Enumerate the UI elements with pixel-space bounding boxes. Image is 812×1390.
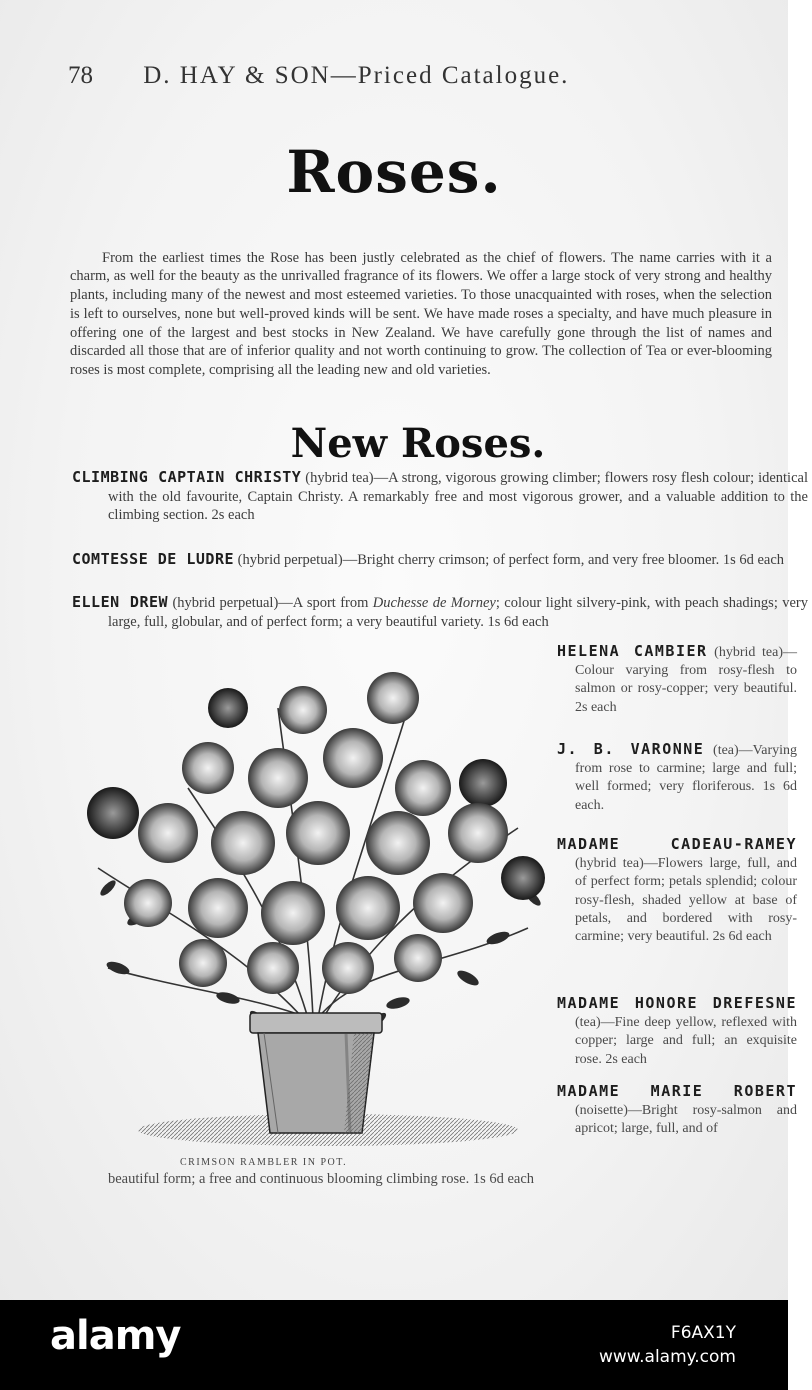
rose-name: HELENA CAMBIER <box>557 642 708 660</box>
rose-variety-italic: Duchesse de Morney <box>372 595 496 611</box>
rose-name: ELLEN DREW <box>72 593 169 611</box>
running-header <box>68 62 569 90</box>
rose-entry <box>72 550 808 570</box>
rose-description: (hybrid tea)—Colour varying from rosy-flesh to salmon or rosy-copper; very beautiful. 2s each <box>575 645 797 715</box>
site-url: www.alamy.com <box>598 1347 736 1367</box>
alamy-logo: alamy <box>50 1313 181 1359</box>
rose-name: COMTESSE DE LUDRE <box>72 550 235 568</box>
side-rose-entry <box>557 994 797 1069</box>
image-id: F6AX1Y <box>670 1323 736 1343</box>
rose-name: CLIMBING CAPTAIN CHRISTY <box>72 468 302 486</box>
rose-name: MADAME HONORE DREFESNE <box>557 994 797 1012</box>
rose-name: J. B. VARONNE <box>557 740 705 758</box>
illustration-caption: CRIMSON RAMBLER IN POT. <box>180 1157 348 1168</box>
side-rose-entry <box>557 740 797 815</box>
side-rose-entry <box>557 1082 797 1139</box>
side-rose-entry <box>557 835 797 946</box>
page-title: Roses. <box>286 138 502 206</box>
rose-clusters <box>87 672 545 994</box>
watermark-info <box>599 1321 736 1369</box>
rose-name: MADAME MARIE ROBERT <box>557 1082 797 1100</box>
entry-continuation: beautiful form; a free and continuous blooming climbing rose. 1s 6d each <box>108 1171 535 1187</box>
rose-entry <box>72 468 808 525</box>
rose-description: (hybrid perpetual)—Bright cherry crimson; of perfect form, and very free bloomer. 1s 6d each <box>234 552 785 568</box>
rose-description: (tea)—Varying from rose to carmine; large and full; well formed; very floriferous. 1s 6d each. <box>575 743 798 813</box>
rose-description-cont: ; colour light silvery-pink, with peach shadings; very large, full, globular, and of perfect form; a very beautiful variety. 1s 6d each <box>108 595 808 630</box>
flower-pot <box>250 1013 382 1133</box>
rose-description: (noisette)—Bright rosy-salmon and apricot; large, full, and of <box>575 1103 797 1137</box>
section-title: New Roses. <box>290 420 546 467</box>
rose-description: (hybrid perpetual)—A sport from <box>168 595 373 611</box>
intro-paragraph: From the earliest times the Rose has been justly celebrated as the chief of flowers. The name carries with it a charm, as well for the beauty as the unrivalled fragrance of its flowers. We offer a large stock of very strong and healthy plants, including many of the newest and most esteemed varieties. To those unacquainted with roses, when the selection is left to ourselves, none but well-proved kinds will be sent. We have made roses a specialty, and have much pleasure in offering one of the largest and best stocks in New Zealand. We have carefully gone through the list of names and discarded all those that are of inferior quality and not worth continuing to grow. The collection of Tea or ever-blooming roses is most complete, comprising all the leading new and old varieties. <box>70 249 772 379</box>
rose-entry <box>72 593 808 631</box>
side-rose-entry <box>557 642 797 717</box>
rose-name: MADAME CADEAU-RAMEY <box>557 835 797 853</box>
rose-description: (hybrid tea)—Flowers large, full, and of perfect form; petals splendid; colour rosy-flesh, shaded yellow at base of petals, and bordered with rosy-carmine; very beautiful. 2s 6d each <box>575 856 797 945</box>
crimson-rambler-illustration <box>78 668 554 1158</box>
running-title: D. HAY & SON—Priced Catalogue. <box>143 62 570 89</box>
rose-description: (hybrid tea)—A strong, vigorous growing climber; flowers rosy flesh colour; identical with the old favourite, Captain Christy. A remarkably free and most vigorous grower, and a valuable addition to the climbing section. 2s each <box>108 470 808 523</box>
page-number: 78 <box>68 62 93 89</box>
rose-description: (tea)—Fine deep yellow, reflexed with copper; large and full; an exquisite rose. 2s each <box>575 1015 797 1067</box>
